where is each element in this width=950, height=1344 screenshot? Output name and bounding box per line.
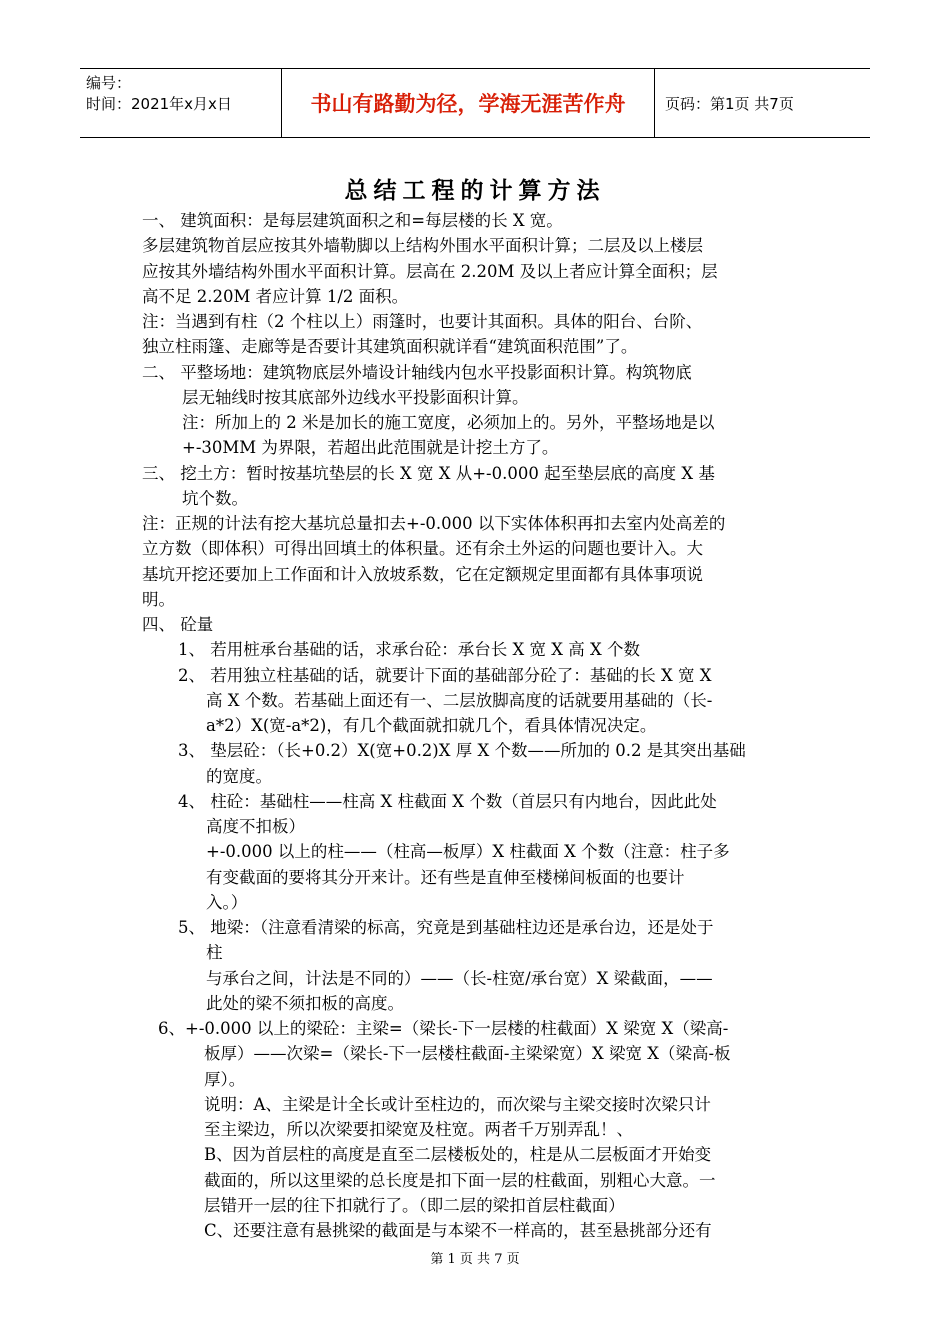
text-line: 坑个数。 [182, 489, 248, 508]
text-line: 独立柱雨篷、走廊等是否要计其建筑面积就详看“建筑面积范围”了。 [142, 337, 638, 356]
text-line: +-30MM 为界限，若超出此范围就是计挖土方了。 [182, 438, 559, 457]
text-line: a*2）X(宽-a*2)，有几个截面就扣就几个，看具体情况决定。 [206, 716, 657, 735]
text-line: 基坑开挖还要加上工作面和计入放坡系数，它在定额规定里面都有具体事项说 [142, 565, 703, 584]
text-line: 此处的梁不须扣板的高度。 [206, 994, 404, 1013]
text-line: 说明：A、主梁是计全长或计至柱边的，而次梁与主梁交接时次梁只计 [204, 1095, 711, 1114]
text-line: 一、 建筑面积：是每层建筑面积之和=每层楼的长 X 宽。 [142, 211, 563, 230]
page-footer: 第 1 页 共 7 页 [430, 1252, 520, 1267]
serial-label: 编号： [86, 74, 132, 92]
text-line: 层无轴线时按其底部外边线水平投影面积计算。 [182, 388, 529, 407]
text-line: 二、 平整场地：建筑物底层外墙设计轴线内包水平投影面积计算。构筑物底 [142, 363, 692, 382]
text-line: 4、 柱砼：基础柱——柱高 X 柱截面 X 个数（首层只有内地台，因此此处 [178, 792, 717, 811]
text-line: 2、 若用独立柱基础的话，就要计下面的基础部分砼了：基础的长 X 宽 X [178, 666, 712, 685]
header-left-cell [80, 69, 282, 137]
text-line: 1、 若用桩承台基础的话，求承台砼：承台长 X 宽 X 高 X 个数 [178, 640, 640, 659]
text-line: 立方数（即体积）可得出回填土的体积量。还有余土外运的问题也要计入。大 [142, 539, 703, 558]
text-line: 注：正规的计法有挖大基坑总量扣去+-0.000 以下实体体积再扣去室内处高差的 [142, 514, 726, 533]
text-line: 至主梁边，所以次梁要扣梁宽及柱宽。两者千万别弄乱！、 [204, 1120, 633, 1139]
text-line: 应按其外墙结构外围水平面积计算。层高在 2.20M 及以上者应计算全面积；层 [142, 262, 718, 281]
text-line: 6、+-0.000 以上的梁砼：主梁=（梁长-下一层楼的柱截面）X 梁宽 X（梁高- [158, 1019, 729, 1038]
text-line: 高度不扣板） [206, 817, 305, 836]
text-line: 层错开一层的往下扣就行了。（即二层的梁扣首层柱截面） [204, 1196, 625, 1215]
text-line: 多层建筑物首层应按其外墙勒脚以上结构外围水平面积计算；二层及以上楼层 [142, 236, 703, 255]
text-line: 3、 垫层砼：（长+0.2）X(宽+0.2)X 厚 X 个数——所加的 0.2 是其突出基础 [178, 741, 746, 760]
text-line: 四、 砼量 [142, 615, 214, 634]
text-line: 注：所加上的 2 米是加长的施工宽度，必须加上的。另外，平整场地是以 [182, 413, 715, 432]
date-line: 时间：2021年x月x日 [86, 95, 232, 113]
text-line: 有变截面的要将其分开来计。还有些是直伸至楼梯间板面的也要计 [206, 868, 685, 887]
text-line: 明。 [142, 590, 175, 609]
motto: 书山有路勤为径，学海无涯苦作舟 [282, 69, 655, 137]
page-info: 页码：第1页 共7页 [665, 94, 794, 113]
text-line: 柱 [206, 943, 223, 962]
text-line: C、还要注意有悬挑梁的截面是与本梁不一样高的，甚至悬挑部分还有 [204, 1221, 712, 1240]
text-line: 板厚）——次梁=（梁长-下一层楼柱截面-主梁梁宽）X 梁宽 X（梁高-板 [204, 1044, 731, 1063]
text-line: 5、 地梁：（注意看清梁的标高，究竟是到基础柱边还是承台边，还是处于 [178, 918, 714, 937]
text-line: 与承台之间，计法是不同的）——（长-柱宽/承台宽）X 梁截面，—— [206, 969, 713, 988]
header-table [80, 68, 870, 138]
text-line: 入。） [206, 893, 248, 912]
text-line: 厚）。 [204, 1070, 246, 1089]
text-line: 高 X 个数。若基础上面还有一、二层放脚高度的话就要用基础的（长- [206, 691, 713, 710]
text-line: 高不足 2.20M 者应计算 1/2 面积。 [142, 287, 409, 306]
text-line: 三、 挖土方：暂时按基坑垫层的长 X 宽 X 从+-0.000 起至垫层底的高度 X 基 [142, 464, 715, 483]
text-line: +-0.000 以上的柱——（柱高—板厚）X 柱截面 X 个数（注意：柱子多 [206, 842, 730, 861]
text-line: 截面的，所以这里梁的总长度是扣下面一层的柱截面，别粗心大意。一 [204, 1171, 716, 1190]
text-line: 注：当遇到有柱（2 个柱以上）雨篷时，也要计其面积。具体的阳台、台阶、 [142, 312, 703, 331]
text-line: B、因为首层柱的高度是直至二层楼板处的，柱是从二层板面才开始变 [204, 1145, 712, 1164]
document-title: 总结工程的计算方法 [344, 178, 606, 204]
text-line: 的宽度。 [206, 767, 272, 786]
